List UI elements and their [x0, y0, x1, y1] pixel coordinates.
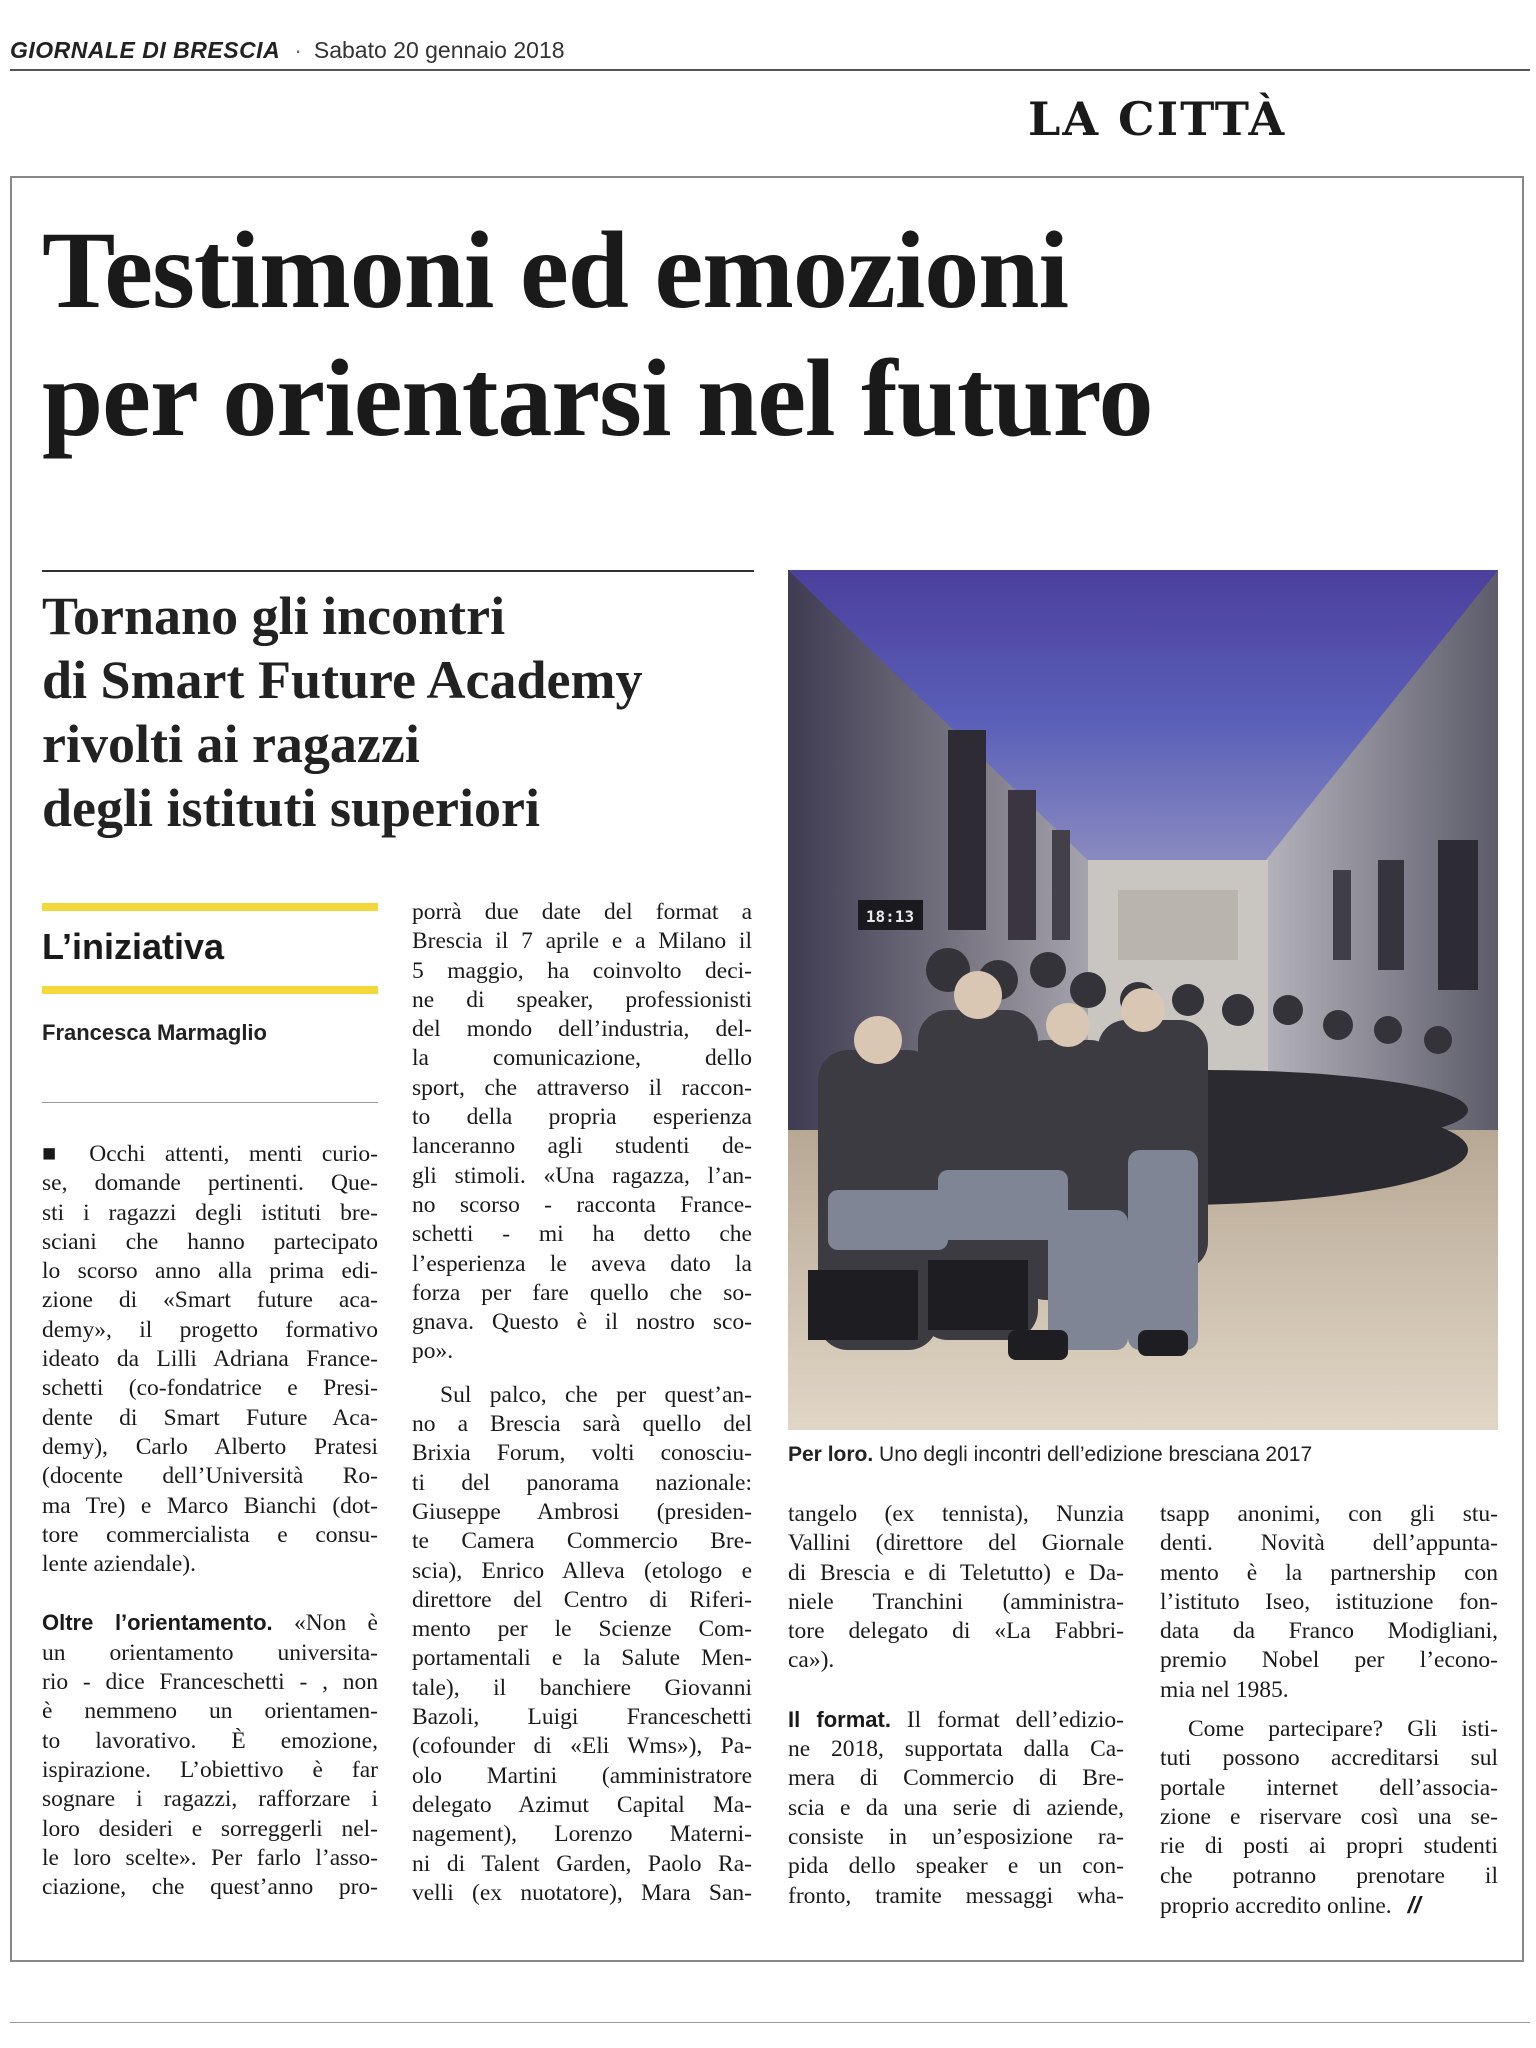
- issue-date: Sabato 20 gennaio 2018: [313, 36, 565, 63]
- text-line: tuti possono accreditarsi sul: [1160, 1745, 1498, 1772]
- text-line: direttore del Centro di Riferi-: [412, 1586, 752, 1613]
- text-line: fronto, tramite messaggi wha-: [788, 1882, 1124, 1909]
- text-line: (docente dell’Università Ro-: [42, 1463, 378, 1490]
- page-bottom-rule: [10, 2022, 1530, 2023]
- text-line: Giuseppe Ambrosi (presiden-: [412, 1498, 752, 1525]
- text-line: dente di Smart Future Aca-: [42, 1404, 378, 1431]
- subhead-line: Tornano gli incontri: [42, 586, 506, 646]
- clock-display: 18:13: [865, 907, 915, 926]
- byline-rule: [42, 1102, 378, 1103]
- text-line: no scorso - racconta France-: [412, 1191, 752, 1218]
- subheadline: [42, 584, 762, 840]
- text-line: l’esperienza le aveva dato la: [412, 1250, 752, 1277]
- text-line: ca»).: [788, 1647, 835, 1674]
- text-line: Brescia il 7 aprile e a Milano il: [412, 928, 752, 955]
- caption-label: Per loro.: [788, 1443, 874, 1466]
- text-line: la comunicazione, dello: [412, 1045, 752, 1072]
- text-line: sti i ragazzi degli istituti bre-: [42, 1199, 378, 1226]
- text-line: sognare i ragazzi, rafforzare i: [42, 1786, 378, 1813]
- text-line: lo scorso anno alla prima edi-: [42, 1258, 378, 1285]
- text-line: ne di speaker, professionisti: [412, 986, 752, 1013]
- text-line: demy», il progetto formativo: [42, 1316, 378, 1343]
- text-line: mera di Commercio di Bre-: [788, 1765, 1124, 1792]
- text-line: forza per fare quello che so-: [412, 1279, 752, 1306]
- caption-text: Uno degli incontri dell’edizione bresciana 2017: [873, 1443, 1313, 1466]
- text-line: ispirazione. L’obiettivo è far: [42, 1756, 378, 1783]
- text-line: nagement), Lorenzo Materni-: [412, 1821, 752, 1848]
- text-line: un orientamento universita-: [42, 1639, 378, 1666]
- text-line: portamentali e la Salute Men-: [412, 1645, 752, 1672]
- text-line: niele Tranchini (amministra-: [788, 1588, 1124, 1615]
- text-line: (cofounder di «Eli Wms»), Pa-: [412, 1733, 752, 1760]
- subhead-line: rivolti ai ragazzi: [42, 714, 420, 774]
- paragraph-label: Oltre l’orientamento.: [42, 1610, 273, 1636]
- text-line: scia), Enrico Alleva (etologo e: [412, 1557, 752, 1584]
- text-line: Oltre l’orientamento. «Non è: [42, 1610, 378, 1637]
- masthead-rule: [10, 69, 1530, 71]
- headline-line: per orientarsi nel futuro: [42, 337, 1153, 459]
- newspaper-name: GIORNALE DI BRESCIA: [10, 36, 281, 63]
- text-line: pida dello speaker e un con-: [788, 1853, 1124, 1880]
- text-line: mento è la partnership con: [1160, 1559, 1498, 1586]
- text-line: rie di posti ai propri studenti: [1160, 1833, 1498, 1860]
- section-title: LA CITTÀ: [1028, 92, 1287, 146]
- text-line: rio - dice Franceschetti - , non: [42, 1669, 378, 1696]
- text-line: Come partecipare? Gli isti-: [1188, 1716, 1498, 1743]
- text-line: lanceranno agli studenti de-: [412, 1133, 752, 1160]
- masthead-separator: ·: [294, 36, 302, 63]
- text-line: 5 maggio, ha coinvolto deci-: [412, 957, 752, 984]
- text-line: loro desideri e sorreggerli nel-: [42, 1815, 378, 1842]
- text-line: tore delegato di «La Fabbri-: [788, 1618, 1124, 1645]
- text-line: gli stimoli. «Una ragazza, l’an-: [412, 1162, 752, 1189]
- text-line: mento per le Scienze Com-: [412, 1616, 752, 1643]
- auditorium-photo-illustration: [788, 570, 1498, 1430]
- article-end-mark: //: [1407, 1891, 1421, 1918]
- text-line: porrà due date del format a: [412, 899, 752, 925]
- text-line: tsapp anonimi, con gli stu-: [1160, 1501, 1498, 1527]
- article-column-1: [42, 1140, 378, 1902]
- article-column-2: [412, 898, 752, 1908]
- text-line: del mondo dell’industria, del-: [412, 1016, 752, 1043]
- kicker: L’iniziativa: [42, 926, 225, 967]
- text-line: premio Nobel per l’econo-: [1160, 1647, 1498, 1674]
- text-line: che potranno prenotare il: [1160, 1862, 1498, 1889]
- text-line: ciazione, che quest’anno pro-: [42, 1874, 378, 1901]
- kicker-bar-bottom: [42, 986, 378, 994]
- text-line: se, domande pertinenti. Que-: [42, 1170, 378, 1197]
- text-line: ideato da Lilli Adriana France-: [42, 1346, 378, 1373]
- text-line: proprio accredito online. //: [1160, 1891, 1421, 1919]
- headline: [42, 206, 1482, 462]
- subhead-rule: [42, 570, 754, 572]
- text-line: schetti - mi ha detto che: [412, 1221, 752, 1248]
- article-photo: [788, 570, 1498, 1430]
- text-line: po».: [412, 1338, 454, 1365]
- text-line: consiste in un’esposizione ra-: [788, 1823, 1124, 1850]
- text-line: ■ Occhi attenti, menti curio-: [42, 1141, 378, 1167]
- text-line: to lavorativo. È emozione,: [42, 1727, 378, 1754]
- text-line: velli (ex nuotatore), Mara San-: [412, 1879, 752, 1906]
- text-line: Vallini (direttore del Giornale: [788, 1530, 1124, 1557]
- text-line: le loro scelte». Per farlo l’asso-: [42, 1844, 378, 1871]
- text-line: sport, che attraverso il raccon-: [412, 1074, 752, 1101]
- text-line: zione e riservare così una se-: [1160, 1803, 1498, 1830]
- text-line: data da Franco Modigliani,: [1160, 1618, 1498, 1645]
- article-column-3: [788, 1500, 1124, 1911]
- text-line: portale internet dell’associa-: [1160, 1774, 1498, 1801]
- text-line: Sul palco, che per quest’an-: [440, 1381, 752, 1408]
- text-line: sciani che hanno partecipato: [42, 1228, 378, 1255]
- text-line: ni di Talent Garden, Paolo Ra-: [412, 1850, 752, 1877]
- text-line: è nemmeno un orientamen-: [42, 1698, 378, 1725]
- byline: Francesca Marmaglio: [42, 1020, 267, 1045]
- text-line: Bazoli, Luigi Franceschetti: [412, 1704, 752, 1731]
- text-line: demy), Carlo Alberto Pratesi: [42, 1433, 378, 1460]
- masthead: [10, 34, 565, 66]
- text-line: tale), il banchiere Giovanni: [412, 1674, 752, 1701]
- text-line: ma Tre) e Marco Bianchi (dot-: [42, 1492, 378, 1519]
- text-line: delegato Azimut Capital Ma-: [412, 1791, 752, 1818]
- text-line: lente aziendale).: [42, 1551, 196, 1578]
- text-line: di Brescia e di Teletutto) e Da-: [788, 1559, 1124, 1586]
- text-line: to della propria esperienza: [412, 1104, 752, 1131]
- text-line: no a Brescia sarà quello del: [412, 1411, 752, 1438]
- text-line: l’istituto Iseo, istituzione fon-: [1160, 1588, 1498, 1615]
- text-line: ne 2018, supportata dalla Ca-: [788, 1736, 1124, 1763]
- text-line: Brixia Forum, volti conosciu-: [412, 1440, 752, 1467]
- text-line: ti del panorama nazionale:: [412, 1469, 752, 1496]
- kicker-bar-top: [42, 903, 378, 911]
- headline-line: Testimoni ed emozioni: [42, 209, 1069, 331]
- text-line: zione di «Smart future aca-: [42, 1287, 378, 1314]
- text-line: te Camera Commercio Bre-: [412, 1528, 752, 1555]
- text-line: denti. Novità dell’appunta-: [1160, 1530, 1498, 1557]
- article-column-4: [1160, 1500, 1498, 1921]
- text-line: scia e da una serie di aziende,: [788, 1794, 1124, 1821]
- text-line: tore commercialista e consu-: [42, 1521, 378, 1548]
- subhead-line: degli istituti superiori: [42, 778, 540, 838]
- text-line: mia nel 1985.: [1160, 1676, 1289, 1703]
- paragraph-label: Il format.: [788, 1706, 891, 1732]
- subhead-line: di Smart Future Academy: [42, 650, 643, 710]
- photo-caption: [788, 1441, 1508, 1469]
- text-line: olo Martini (amministratore: [412, 1762, 752, 1789]
- text-line: Il format. Il format dell’edizio-: [788, 1706, 1124, 1733]
- text-line: tangelo (ex tennista), Nunzia: [788, 1501, 1124, 1527]
- text-line: gnava. Questo è il nostro sco-: [412, 1309, 752, 1336]
- text-line: schetti (co-fondatrice e Presi-: [42, 1375, 378, 1402]
